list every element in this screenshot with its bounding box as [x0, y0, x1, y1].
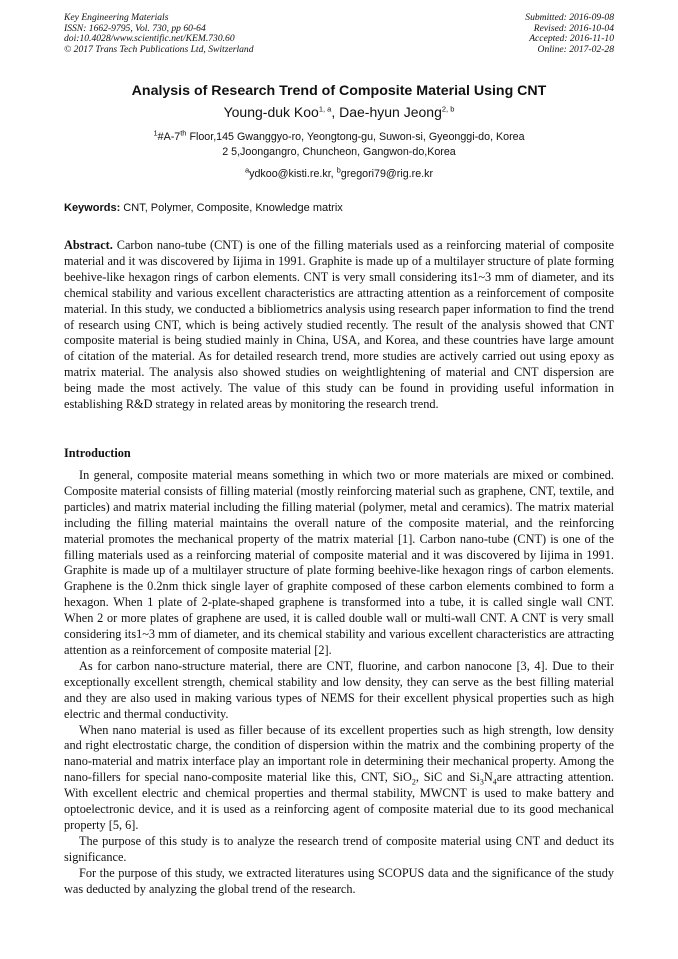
revised-date: Revised: 2016-10-04 [533, 22, 614, 34]
accepted-date: Accepted: 2016-11-10 [529, 33, 614, 45]
doi: doi:10.4028/www.scientific.net/KEM.730.60 [64, 33, 235, 45]
journal-name: Key Engineering Materials [64, 12, 169, 23]
author-1: Young-duk Koo [223, 104, 319, 120]
intro-paragraph-5: For the purpose of this study, we extracted literatures using SCOPUS data and the significance of the study was deducted by analyzing the global trend of the research. [64, 865, 614, 896]
affiliation-2: 2 5,Joongangro, Chuncheon, Gangwon-do,Korea [222, 145, 456, 158]
author-2-marker: 2, b [441, 104, 455, 114]
abstract-text: Carbon nano-tube (CNT) is one of the filling materials used as a reinforcing material of composite material and it was discovered by Iijima in 1991. Graphite is made up of a multilayer structure of plate forming beehive-like hexagon rings of carbon elements. CNT is very small considering its1~3 mm of diameter, and its chemical stability and various excellent characteristics are attracting attention as a reinforcement of composite material. In this study, we conducted a bibliometrics analysis using research paper information to find the trend of research using CNT, which is being actively studied recently. The result of the analysis showed that CNT composite material is being studied mainly in China, USA, and Korea, and these countries have large amount of citation of the material. As for detailed research trend, more studies are actively carried out using epoxy as matrix material. The analysis also showed studies on weightlightening of material and CNT dispersion are being made the most actively. The value of this study can be found in providing useful information in establishing R&D strategy in related areas by monitoring the research trend. [64, 238, 614, 412]
intro-paragraph-2: As for carbon nano-structure material, there are CNT, fluorine, and carbon nanocone [3, 4]. Due to their exceptionally excellent strength, chemical stability and low density, they can serve as the best filling material and they are also used in making various types of NEMS for their excellent physical properties such as high electric and thermal conductivity. [64, 658, 614, 721]
copyright: © 2017 Trans Tech Publications Ltd, Switzerland [64, 43, 254, 55]
keywords [64, 202, 616, 214]
issn: ISSN: 1662-9795, Vol. 730, pp 60-64 [64, 22, 206, 34]
introduction-heading: Introduction [64, 446, 131, 460]
journal-header-right [525, 13, 614, 55]
author-emails: $^a$ydkoo@kisti.re.kr, $^b$gregori79@rig.re.kr [244, 165, 434, 180]
submitted-date: Submitted: 2016-09-08 [525, 12, 614, 23]
paper-title: Analysis of Research Trend of Composite Material Using CNT [131, 83, 547, 99]
introduction-body [64, 468, 614, 897]
affiliations [0, 130, 678, 159]
affiliation-1: $^1$#A-7th Floor,145 Gwanggyo-ro, Yeongtong-gu, Suwon-si, Gyeonggi-do, Korea [153, 128, 525, 143]
email-b: gregori79@rig.re.kr [340, 168, 434, 180]
keywords-text: CNT, Polymer, Composite, Knowledge matrix [120, 202, 343, 214]
online-date: Online: 2017-02-28 [537, 43, 614, 55]
journal-header-left [64, 13, 254, 55]
author-separator: , [331, 104, 340, 120]
intro-paragraph-1: In general, composite material means something in which two or more materials are mixed or combined. Composite material consists of filling material (mostly reinforcing material such as graphene, CNT, textile, and particles) and matrix material including the filling material (polymer, metal and ceramics). The matrix material including the filling material maintains the overall nature of the composite material, and the reinforcing material promotes the mechanical property of the matrix material [1]. Carbon nano-tube (CNT) is one of the filling materials used as a reinforcing material of composite material and it was discovered by Iijima in 1991. Graphite is made up of a multilayer structure of plate forming beehive-like hexagon rings of carbon elements. Graphene is the 0.2nm thick single layer of graphite composed of these carbon elements combined to form a hexagon. When 1 plate of 2-plate-shaped graphene is transformed into a tube, it is called single wall CNT. When 2 or more plates of graphene are used, it is called double wall or multi-wall CNT. A CNT is very small considering its1~3 mm of diameter, and its chemical stability and various excellent characteristics are attracting attention as a reinforcement of composite material [2]. [64, 468, 614, 657]
affiliation-1-marker: 1 [153, 128, 158, 138]
email-a: ydkoo@kisti.re.kr, [249, 168, 337, 180]
intro-paragraph-4: The purpose of this study is to analyze the research trend of composite material using CNT and deduct its significance. [64, 833, 614, 864]
author-2: Dae-hyun Jeong [339, 104, 442, 120]
author-1-marker: 1, a [318, 104, 332, 114]
intro-paragraph-3: When nano material is used as filler because of its excellent properties such as high strength, low density and right electrostatic charge, the condition of dispersion within the matrix and the combining property of the nano-material and matrix interface play an important role in determining their mechanical property. Among the nano-fillers for special nano-composite material like this, CNT, SiO$_2$, SiC and $Si_3N_4are$ attracting attention. With excellent electric and chemical properties and thermal stability, MWCNT is used to make battery and optoelectronic device, and it is used as a reinforcing agent of composite material due to its good mechanical property [5, 6]. [64, 722, 614, 832]
author-list [0, 104, 678, 120]
keywords-label: Keywords: [64, 202, 121, 214]
abstract [64, 238, 614, 413]
abstract-label: Abstract. [64, 238, 113, 252]
